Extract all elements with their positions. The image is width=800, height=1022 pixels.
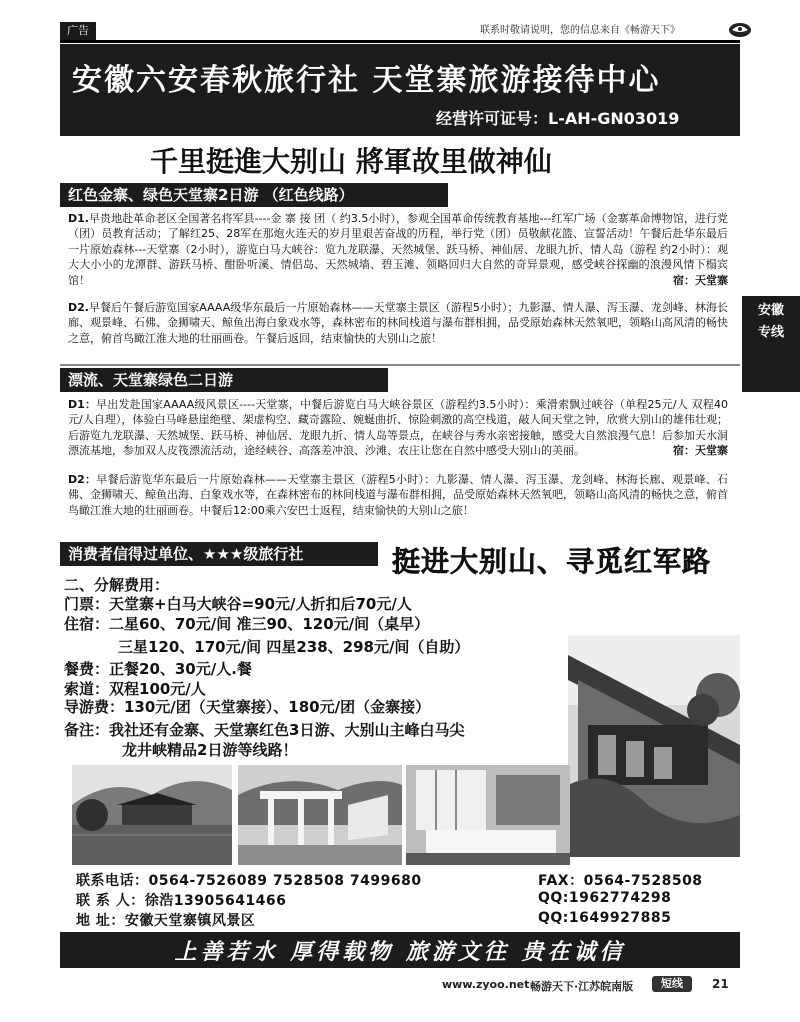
route1-day1-stay: 宿：天堂寨 [673, 273, 728, 287]
route1-day2-text: 早餐后午餐后游览国家AAAA级华东最后一片原始森林——天堂寨主景区（游程5小时）；九影瀑、情人瀑、泻玉瀑、龙剑峰、林海长廊、观景峰、石佛、金狮啸天、鲸鱼出海白象戏水等，森林密布的林间栈道与瀑布群相拥，品受原始森林天然氧吧，领略山高风清的畅快之意，俯首鸟瞰江淮大地的壮丽画卷。午餐后返回，结束愉快的大别山之旅！ [68, 301, 728, 345]
route2-day2-text: 早餐后游览华东最后一片原始森林——天堂寨主景区（游程5小时）：九影瀑、情人瀑、泻玉瀑、龙剑峰、林海长廊、观景峰、石佛、金狮啸天、鲸鱼出海、白象戏水等，在森林密布的林间栈道与瀑布群相拥，品受原始森林天然氧吧，领略山高风清的畅快之意，俯首鸟瞰江淮大地的壮丽画卷。中餐后12:00乘六安巴士返程，结束愉快的大别山之旅！ [68, 473, 728, 517]
route2-title: 漂流、天堂寨绿色二日游 [60, 368, 388, 392]
license-number: 经营许可证号：L-AH-GN03019 [436, 109, 680, 128]
fee-cableway: 索道：双程100元/人 [64, 680, 206, 698]
fee-lodging-2: 三星120、170元/间 四星238、298元/间（自助） [118, 638, 470, 656]
route2-day2 [68, 472, 728, 518]
contact-qq-1: QQ:1962774298 [538, 890, 672, 906]
fee-meals: 餐费：正餐20、30元/人.餐 [64, 660, 252, 678]
route1-day1-tag: D1. [68, 212, 89, 225]
source-notice: 联系时敬请说明，您的信息来自《畅游天下》 [480, 25, 680, 36]
red-army-slogan: 挺进大别山、寻觅红军路 [392, 545, 712, 578]
lake-house-photo [72, 765, 232, 865]
route2-day1-stay: 宿：天堂寨 [673, 444, 728, 458]
fee-guide: 导游费：130元/团（天堂寨接）、180元/团（金寨接） [64, 698, 431, 716]
footer-website: www.zyoo.net [442, 978, 530, 991]
route2-day1 [68, 397, 728, 459]
footer-magazine: 畅游天下·江苏皖南版 [530, 980, 634, 993]
memorial-gate-photo [238, 765, 402, 865]
contact-fax: FAX：0564-7528508 [538, 873, 703, 889]
fee-note-2: 龙井峡精品2日游等线路！ [122, 741, 298, 759]
fee-lodging-1: 住宿：二星60、70元/间 准三90、120元/间（桌早） [64, 615, 430, 633]
route2-day1-tag: D1： [68, 398, 97, 411]
contact-address: 地 址：安徽天堂寨镇风景区 [76, 913, 256, 929]
side-tab-line1: 安徽 [757, 303, 784, 318]
route2-day1-text: 早出发赴国家AAAA级风景区----天堂寨，中餐后游览白马大峡谷景区（游程约3.5小时）：乘滑索飘过峡谷（单程25元/人 双程40元/人自理），体验白马峰悬崖绝壁、架虚构空、藏奇露险、婉蜒曲折、惊险刺激的高空栈道，敲人间天堂之钟，欣赏大别山的雄伟壮观；后游览九龙联瀑、天然城堡、跃马桥、神仙居、龙眼九折、情人岛等景点，在峡谷与秀水亲密接触，感受大自然浪漫气息！后参加天水洞漂流基地，参加双人皮筏漂流活动，途经峡谷、高落差冲浪、沙滩、农庄让您在自然中感受大别山的美丽。 [68, 398, 728, 458]
fee-note-1: 备注：我社还有金寨、天堂寨红色3日游、大别山主峰白马尖 [64, 721, 465, 739]
fees-heading: 二、分解费用： [64, 576, 170, 594]
contact-phone: 联系电话：0564-7526089 7528508 7499680 [76, 873, 422, 889]
top-rule [60, 40, 740, 43]
hotel-room-photo [406, 765, 570, 865]
route2-day2-tag: D2： [68, 473, 97, 486]
contact-qq-2: QQ:1649927885 [538, 910, 672, 926]
route1-day2 [68, 300, 728, 346]
fee-ticket: 门票：天堂寨+白马大峡谷=90元/人折扣后70元/人 [64, 595, 412, 613]
route1-day2-tag: D2. [68, 301, 89, 314]
ad-tag: 广告 [60, 22, 96, 40]
footer-badge: 短线 [652, 976, 692, 992]
page-number: 21 [712, 977, 729, 991]
contact-person: 联 系 人：徐浩13905641466 [76, 893, 287, 909]
side-tab [742, 296, 800, 392]
route1-title: 红色金寨、绿色天堂寨2日游 （红色线路） [60, 183, 448, 207]
magazine-logo-icon [728, 20, 752, 40]
trust-title: 消费者信得过单位、★★★级旅行社 [60, 542, 378, 566]
section-divider [60, 364, 740, 366]
side-tab-line2: 专线 [757, 325, 784, 340]
route1-day1 [68, 211, 728, 288]
route1-day1-text: 早贵地赴革命老区全国著名将军县----金 寨 接 团（ 约3.5小时），参观全国革命传统教育基地---红军广场（金寨革命博物馆，进行党（团）员教育活动；了解红25、28军在那炮火连天的岁月里艰苦奋战的历程，举行党（团）员敬献花篮、宣誓活动！午餐后赴华东最后一片原始森林---天堂寨（2小时），游览白马大峡谷：览九龙联瀑、天然城堡、跃马桥、神仙居、龙眼九折、情人岛（游程 约2小时）：观大大小小的龙潭群、游跃马桥、酣卧听溪、情侣岛、天然城墙、碧玉滩、领略回归大自然的奇异景观，感受峡谷探幽的浪漫风情下榻宾馆！ [68, 212, 728, 287]
company-title: 安徽六安春秋旅行社 天堂寨旅游接待中心 [72, 63, 661, 98]
resort-building-photo [568, 635, 740, 857]
motto: 上善若水 厚得载物 旅游文往 贵在诚信 [174, 939, 626, 965]
headline-slogan: 千里挺進大别山 將軍故里做神仙 [150, 145, 552, 178]
